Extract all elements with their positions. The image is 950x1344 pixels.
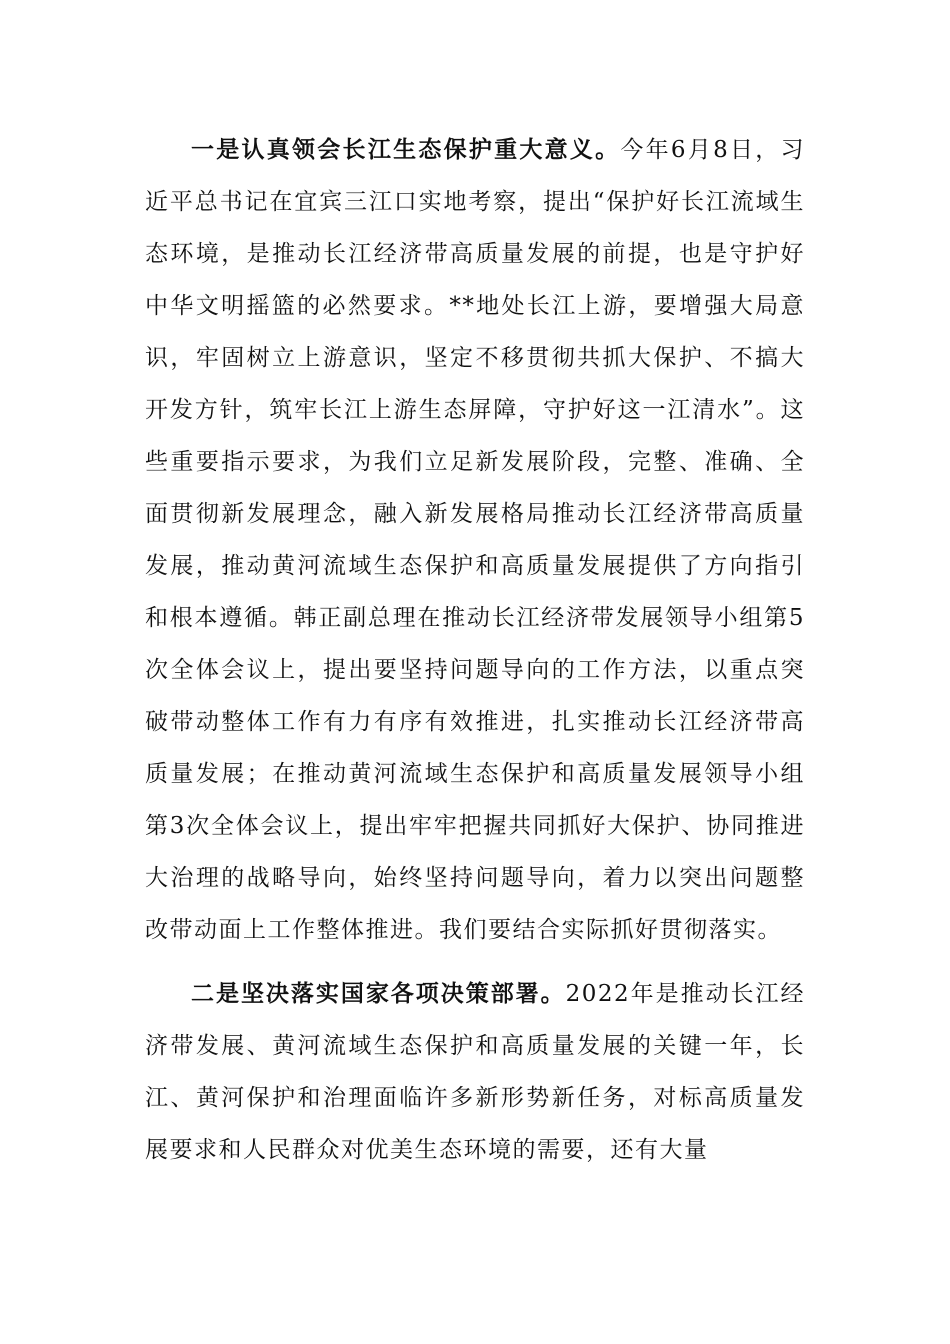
paragraph-1-lead: 一是认真领会长江生态保护重大意义。 (191, 136, 621, 163)
paragraph-2 (145, 968, 805, 1176)
paragraph-2-lead: 二是坚决落实国家各项决策部署。 (191, 980, 566, 1007)
document-body (145, 124, 805, 1176)
paragraph-2-body: 2022年是推动长江经济带发展、黄河流域生态保护和高质量发展的关键一年，长江、黄河保护和治理面临许多新形势新任务，对标高质量发展要求和人民群众对优美生态环境的需要，还有大量 (145, 981, 806, 1163)
paragraph-1-body: 今年6月8日，习近平总书记在宜宾三江口实地考察，提出“保护好长江流域生态环境，是推动长江经济带高质量发展的前提，也是守护好中华文明摇篮的必然要求。**地处长江上游，要增强大局意识，牢固树立上游意识，坚定不移贯彻共抓大保护、不搞大开发方针，筑牢长江上游生态屏障，守护好这一江清水”。这些重要指示要求，为我们立足新发展阶段，完整、准确、全面贯彻新发展理念，融入新发展格局推动长江经济带高质量发展，推动黄河流域生态保护和高质量发展提供了方向指引和根本遵循。韩正副总理在推动长江经济带发展领导小组第5次全体会议上，提出要坚持问题导向的工作方法，以重点突破带动整体工作有力有序有效推进，扎实推动长江经济带高质量发展；在推动黄河流域生态保护和高质量发展领导小组第3次全体会议上，提出牢牢把握共同抓好大保护、协同推进大治理的战略导向，始终坚持问题导向，着力以突出问题整改带动面上工作整体推进。我们要结合实际抓好贯彻落实。 (145, 137, 805, 943)
paragraph-1 (145, 124, 805, 956)
